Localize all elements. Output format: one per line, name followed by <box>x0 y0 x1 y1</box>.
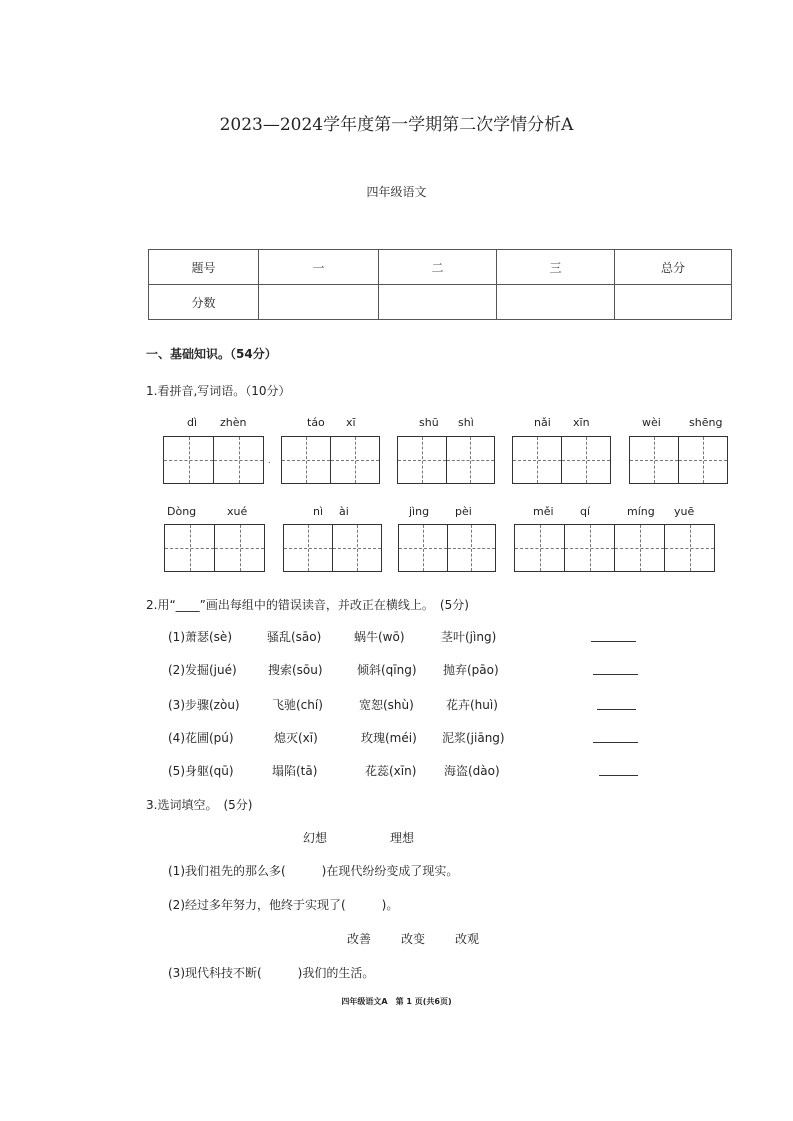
score-table-header-row <box>149 250 732 285</box>
q2-word: 茎叶(jìng) <box>441 630 497 644</box>
q2-word: 飞驰(chí) <box>272 698 323 712</box>
word-choice: 改变 <box>401 932 426 946</box>
pinyin: jìng <box>409 505 430 518</box>
score-row-label: 分数 <box>149 285 259 320</box>
q2-word: (5)身躯(qū) <box>168 764 234 778</box>
page-footer: 四年级语文A 第 1 页(共6页) <box>341 997 452 1006</box>
answer-line[interactable] <box>593 673 638 675</box>
pinyin: shì <box>458 416 474 429</box>
score-header-cell: 二 <box>379 250 497 285</box>
score-header-cell: 题号 <box>149 250 259 285</box>
pinyin-row-1 <box>0 416 793 432</box>
answer-line[interactable] <box>597 708 636 710</box>
pinyin: měi <box>533 505 554 518</box>
pinyin: shēng <box>689 416 723 429</box>
question-3-label: 3.选词填空。 (5分) <box>146 798 253 812</box>
question-2-label: 2.用“____”画出每组中的错误读音，并改正在横线上。 (5分) <box>146 598 469 612</box>
question-1-label: 1.看拼音,写词语。（10分） <box>146 384 291 398</box>
word-choice: 改观 <box>455 932 480 946</box>
pinyin: pèi <box>455 505 472 518</box>
pinyin: ài <box>339 505 349 518</box>
pinyin: yuē <box>674 505 695 518</box>
pinyin: shū <box>419 416 439 429</box>
q2-word: 塌陷(tā) <box>272 764 318 778</box>
answer-line[interactable] <box>591 640 636 642</box>
q2-word: 玫瑰(méi) <box>361 731 417 745</box>
pinyin: zhèn <box>220 416 247 429</box>
writing-grid[interactable] <box>163 436 264 484</box>
writing-grid[interactable] <box>397 436 495 484</box>
q2-word: (4)花圃(pú) <box>168 731 234 745</box>
pinyin: nì <box>313 505 324 518</box>
fill-sentence[interactable]: (3)现代科技不断( )我们的生活。 <box>168 966 375 980</box>
q2-word: 蜗牛(wō) <box>354 630 405 644</box>
pinyin: wèi <box>642 416 661 429</box>
score-table <box>148 249 732 320</box>
pinyin: dì <box>187 416 198 429</box>
word-choice: 改善 <box>347 932 372 946</box>
separator-dot: . <box>268 456 271 465</box>
score-header-cell: 总分 <box>615 250 732 285</box>
writing-grid[interactable] <box>629 436 728 484</box>
q2-word: 骚乱(sāo) <box>267 630 322 644</box>
pinyin: qí <box>580 505 591 518</box>
q2-word: (3)步骤(zòu) <box>168 698 240 712</box>
pinyin: xué <box>227 505 248 518</box>
section-heading: 一、基础知识。（54分） <box>146 347 277 361</box>
score-cell[interactable] <box>615 285 732 320</box>
score-table-score-row <box>149 285 732 320</box>
q2-word: (2)发掘(jué) <box>168 663 237 677</box>
writing-grid[interactable] <box>281 436 380 484</box>
score-cell[interactable] <box>379 285 497 320</box>
q2-word: 倾斜(qīng) <box>357 663 417 677</box>
q2-word: 熄灭(xī) <box>274 731 318 745</box>
page-subtitle: 四年级语文 <box>366 185 427 199</box>
q2-word: (1)萧瑟(sè) <box>168 630 232 644</box>
writing-grid[interactable] <box>283 524 382 572</box>
page-title: 2023—2024学年度第一学期第二次学情分析A <box>219 115 574 135</box>
q2-word: 花卉(huì) <box>446 698 498 712</box>
fill-sentence[interactable]: (2)经过多年努力，他终于实现了( )。 <box>168 898 399 912</box>
score-cell[interactable] <box>497 285 615 320</box>
q2-word: 搜索(sōu) <box>268 663 323 677</box>
pinyin: xīn <box>573 416 590 429</box>
q2-word: 宽恕(shù) <box>359 698 414 712</box>
q2-word: 抛弃(pāo) <box>443 663 499 677</box>
word-choice: 理想 <box>390 831 415 845</box>
writing-grid[interactable] <box>164 524 265 572</box>
writing-grid-4[interactable] <box>514 524 715 572</box>
pinyin: nǎi <box>534 416 551 429</box>
q2-word: 花蕊(xīn) <box>365 764 417 778</box>
answer-line[interactable] <box>593 741 638 743</box>
writing-grid[interactable] <box>398 524 496 572</box>
pinyin: míng <box>627 505 655 518</box>
score-header-cell: 一 <box>259 250 379 285</box>
pinyin: táo <box>307 416 325 429</box>
pinyin: xī <box>346 416 356 429</box>
q2-word: 海盗(dào) <box>444 764 500 778</box>
answer-line[interactable] <box>599 774 638 776</box>
writing-grid[interactable] <box>512 436 611 484</box>
fill-sentence[interactable]: (1)我们祖先的那么多( )在现代纷纷变成了现实。 <box>168 864 459 878</box>
word-choice: 幻想 <box>303 831 328 845</box>
pinyin-row-2 <box>0 505 793 521</box>
q2-word: 泥浆(jiāng) <box>442 731 505 745</box>
pinyin: Dòng <box>167 505 197 518</box>
score-cell[interactable] <box>259 285 379 320</box>
score-header-cell: 三 <box>497 250 615 285</box>
